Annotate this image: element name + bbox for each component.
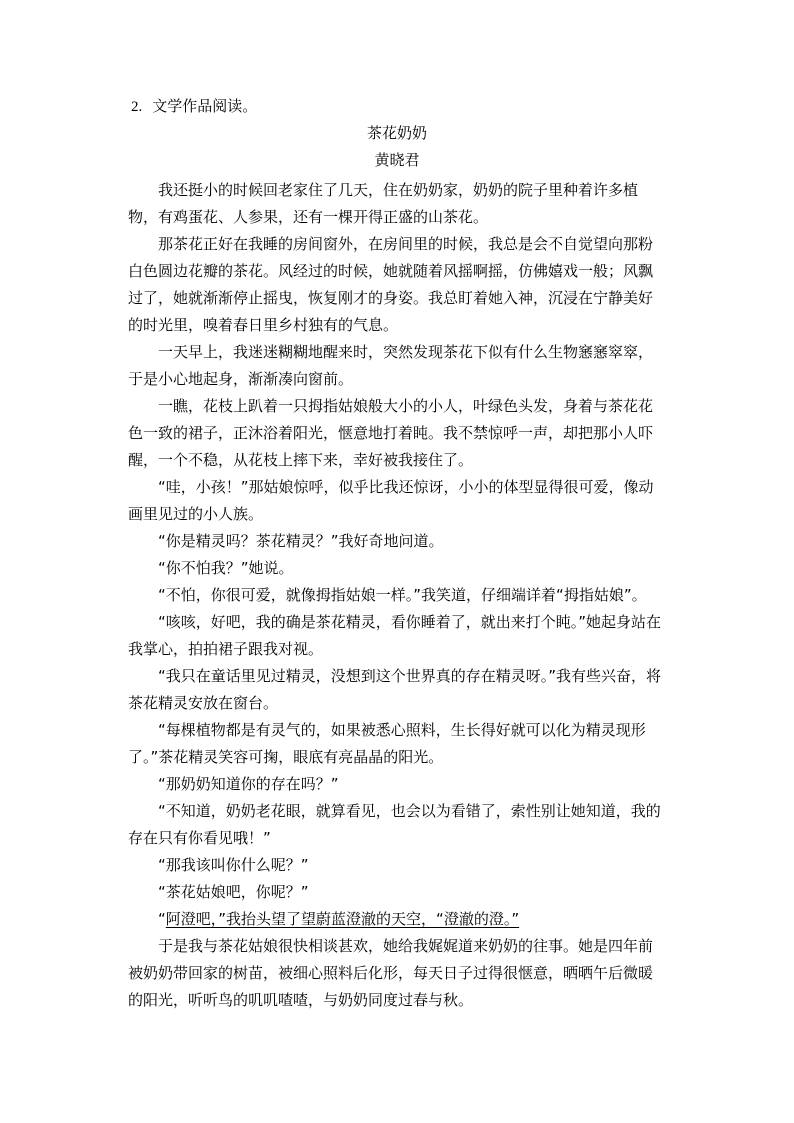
paragraph: 于是我与茶花姑娘很快相谈甚欢，她给我娓娓道来奶奶的往事。她是四年前被奶奶带回家的树苗，被细心照料后化形，每天日子过得很惬意，晒晒午后微暖的阳光，听听鸟的叽叽喳喳，与奶奶同度过春与秋。 bbox=[128, 937, 654, 1009]
quote-open: “ bbox=[158, 910, 166, 928]
paragraph: “茶花姑娘吧，你呢？” bbox=[158, 883, 309, 901]
article-body bbox=[128, 177, 664, 1014]
question-heading bbox=[131, 96, 257, 117]
paragraph: 那茶花正好在我睡的房间窗外，在房间里的时候，我总是会不自觉望向那粉白色圆边花瓣的茶花。风经过的时候，她就随着风摇啊摇，仿佛嬉戏一般；风飘过了，她就渐渐停止摇曳，恢复刚才的身姿。我总盯着她入神，沉浸在宁静美好的时光里，嗅着春日里乡村独有的气息。 bbox=[128, 235, 654, 334]
underlined-paragraph bbox=[128, 906, 664, 933]
paragraph: “那我该叫你什么呢？” bbox=[158, 856, 309, 874]
question-number: 2. bbox=[131, 99, 143, 115]
paragraph: “不知道，奶奶老花眼，就算看见，也会以为看错了，索性别让她知道，我的存在只有你看见哦！” bbox=[128, 802, 661, 847]
paragraph: “我只在童话里见过精灵，没想到这个世界真的存在精灵呀。”我有些兴奋，将茶花精灵安放在窗台。 bbox=[128, 667, 662, 712]
paragraph: “不怕，你很可爱，就像拇指姑娘一样。”我笑道，仔细端详着“拇指姑娘”。 bbox=[158, 586, 647, 604]
paragraph: “咳咳，好吧，我的确是茶花精灵，看你睡着了，就出来打个盹。”她起身站在我掌心，拍拍裙子跟我对视。 bbox=[128, 613, 662, 658]
paragraph: “每棵植物都是有灵气的，如果被悉心照料，生长得好就可以化为精灵现形了。”茶花精灵笑容可掬，眼底有亮晶晶的阳光。 bbox=[128, 721, 646, 766]
article-author: 黄晓君 bbox=[374, 151, 420, 169]
underlined-sentence: 阿澄吧，”我抬头望了望蔚蓝澄澈的天空，“澄澈的澄。” bbox=[165, 910, 520, 928]
question-text: 文学作品阅读。 bbox=[152, 97, 258, 115]
paragraph: 我还挺小的时候回老家住了几天，住在奶奶家，奶奶的院子里种着许多植物，有鸡蛋花、人参果，还有一棵开得正盛的山茶花。 bbox=[128, 181, 639, 226]
paragraph: 一瞧，花枝上趴着一只拇指姑娘般大小的小人，叶绿色头发，身着与茶花花色一致的裙子，正沐浴着阳光，惬意地打着盹。我不禁惊呼一声，却把那小人吓醒，一个不稳，从花枝上摔下来，幸好被我接住了。 bbox=[128, 397, 654, 469]
paragraph: “哇，小孩！”那姑娘惊呼，似乎比我还惊讶，小小的体型显得很可爱，像动画里见过的小人族。 bbox=[128, 478, 654, 523]
paragraph: “你是精灵吗？茶花精灵？”我好奇地问道。 bbox=[158, 532, 444, 550]
article-title: 茶花奶奶 bbox=[366, 124, 427, 142]
paragraph: 一天早上，我迷迷糊糊地醒来时，突然发现茶花下似有什么生物窸窸窣窣，于是小心地起身，渐渐凑向窗前。 bbox=[128, 343, 654, 388]
paragraph: “你不怕我？”她说。 bbox=[158, 559, 294, 577]
paragraph: “那奶奶知道你的存在吗？” bbox=[158, 775, 339, 793]
